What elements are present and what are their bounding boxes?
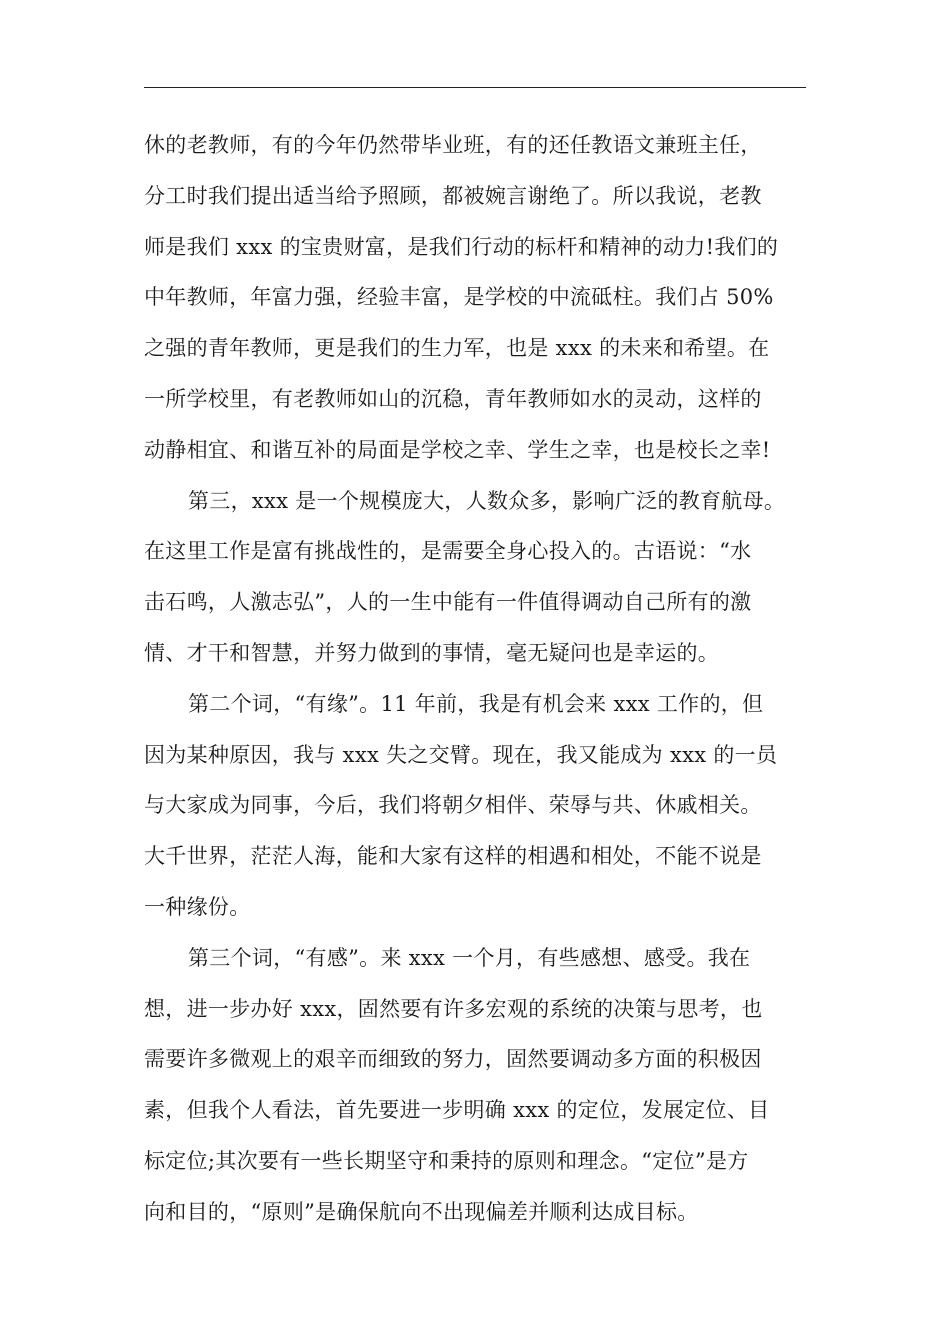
text-line: 大千世界，茫茫人海，能和大家有这样的相遇和相处，不能不说是 bbox=[144, 844, 762, 869]
text-line: 情、才干和智慧，并努力做到的事情，毫无疑问也是幸运的。 bbox=[144, 640, 720, 665]
text-line: 素，但我个人看法，首先要进一步明确 xxx 的定位，发展定位、目 bbox=[144, 1098, 770, 1123]
text-line: 向和目的，“原则”是确保航向不出现偏差并顺利达成目标。 bbox=[144, 1199, 699, 1224]
text-line: 分工时我们提出适当给予照顾，都被婉言谢绝了。所以我说，老教 bbox=[144, 183, 762, 208]
text-line: 师是我们 xxx 的宝贵财富，是我们行动的标杆和精神的动力!我们的 bbox=[144, 234, 779, 259]
text-line: 在这里工作是富有挑战性的，是需要全身心投入的。古语说：“水 bbox=[144, 539, 752, 564]
text-line: 因为某种原因，我与 xxx 失之交臂。现在，我又能成为 xxx 的一员 bbox=[144, 742, 778, 767]
text-line: 击石鸣，人激志弘”，人的一生中能有一件值得调动自己所有的激 bbox=[144, 590, 752, 615]
text-line: 中年教师，年富力强，经验丰富，是学校的中流砥柱。我们占 50% bbox=[144, 285, 774, 310]
text-line: 标定位;其次要有一些长期坚守和秉持的原则和理念。“定位”是方 bbox=[144, 1148, 749, 1173]
text-line: 动静相宜、和谐互补的局面是学校之幸、学生之幸，也是校长之幸! bbox=[144, 437, 771, 462]
text-line: 休的老教师，有的今年仍然带毕业班，有的还任教语文兼班主任， bbox=[144, 133, 762, 157]
body-text bbox=[144, 120, 806, 1238]
text-line: 想，进一步办好 xxx，固然要有许多宏观的系统的决策与思考，也 bbox=[144, 996, 763, 1021]
text-line: 与大家成为同事，今后，我们将朝夕相伴、荣辱与共、休戚相关。 bbox=[144, 793, 762, 818]
header-rule bbox=[144, 87, 806, 88]
paragraph-first-line: 第三个词，“有感”。来 xxx 一个月，有些感想、感受。我在 bbox=[188, 945, 751, 970]
text-line: 之强的青年教师，更是我们的生力军，也是 xxx 的未来和希望。在 bbox=[144, 336, 770, 361]
paragraph-first-line: 第二个词，“有缘”。11 年前，我是有机会来 xxx 工作的，但 bbox=[188, 691, 764, 716]
text-line: 需要许多微观上的艰辛而细致的努力，固然要调动多方面的积极因 bbox=[144, 1047, 762, 1072]
paragraph-first-line: 第三，xxx 是一个规模庞大，人数众多，影响广泛的教育航母。 bbox=[188, 488, 786, 513]
text-line: 一种缘份。 bbox=[144, 894, 251, 919]
text-line: 一所学校里，有老教师如山的沉稳，青年教师如水的灵动，这样的 bbox=[144, 386, 762, 411]
